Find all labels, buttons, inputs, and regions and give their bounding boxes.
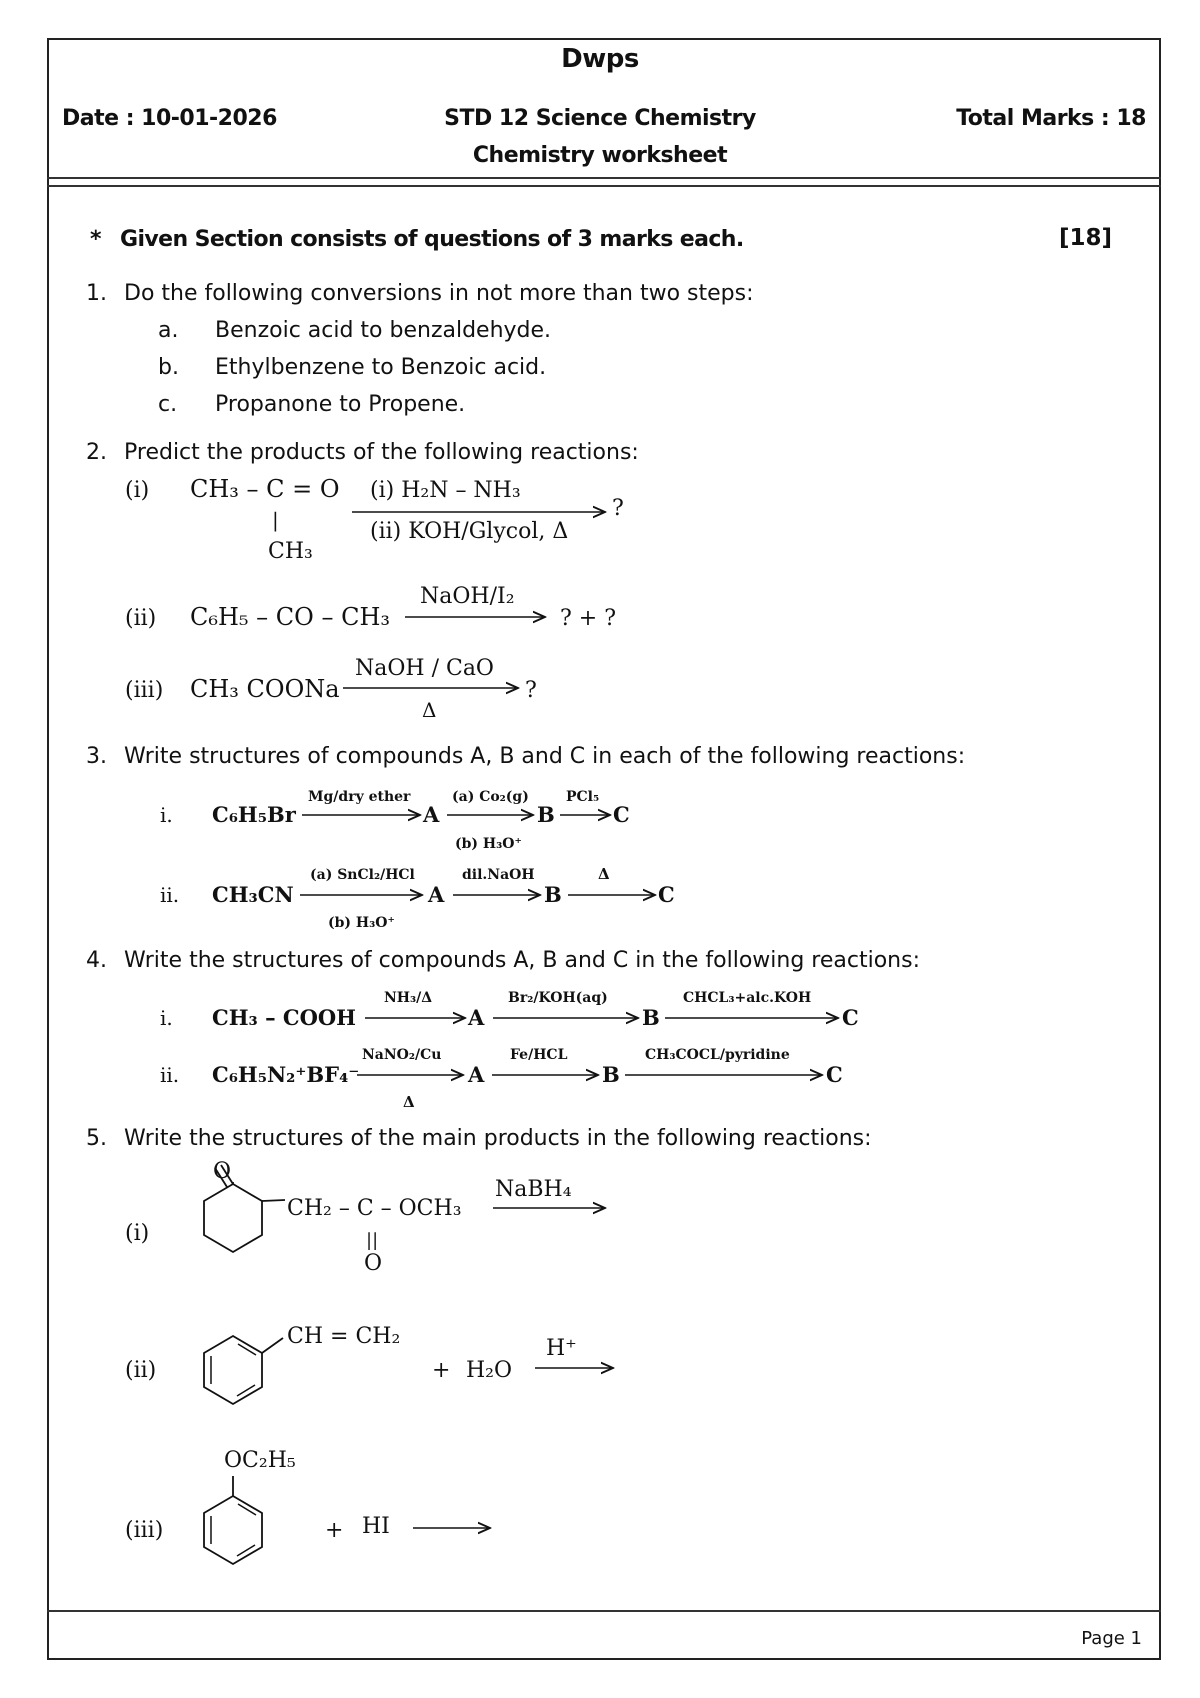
reaction-label: (ii) [125,606,157,631]
reagent-1-above: NaNO₂/Cu [362,1047,442,1063]
q2-reaction-2 [125,584,616,631]
double-bond: || [366,1230,379,1251]
chain-bond [262,1200,285,1201]
reagent-above: NaOH/I₂ [420,584,515,609]
reagent-2-above: (a) Co₂(g) [452,789,529,805]
reaction-label: (ii) [125,1358,157,1383]
intermediate-b: B [642,1005,660,1030]
part-label: a. [158,318,179,343]
reactant: C₆H₅Br [212,802,296,827]
section-title: Given Section consists of questions of 3 marks each. [120,227,744,252]
branch-bond: | [272,508,279,532]
reagent-1-below: (b) H₃O⁺ [328,915,395,931]
reagent-3: CH₃COCL/pyridine [645,1047,790,1063]
reagent-2: dil.NaOH [462,867,535,883]
benzene-ring [204,1496,262,1564]
q5-reaction-3 [125,1448,490,1564]
question-number: 5. [86,1126,107,1151]
part-label: c. [158,392,178,417]
reactant: CH₃CN [212,882,294,907]
reagent-below: Δ [422,698,437,722]
reaction-label: ii. [160,883,180,907]
reagent-2: Br₂/KOH(aq) [508,990,608,1006]
reagent-2-below: (b) H₃O⁺ [455,836,522,852]
cyclohexane-ring [204,1184,262,1252]
substituent: OC₂H₅ [224,1448,296,1473]
reaction-label: (iii) [125,1518,164,1543]
question-number: 3. [86,744,107,769]
reagent-1-below: Δ [403,1093,415,1111]
reagent-3: Δ [598,865,610,883]
reactant: C₆H₅N₂⁺BF₄⁻ [212,1062,360,1087]
reagent: NaBH₄ [495,1177,572,1202]
benzene-ring [204,1336,262,1404]
hydroiodic-acid: HI [362,1514,390,1539]
reactant: CH₃ – COOH [212,1005,357,1030]
reagent-above: H⁺ [546,1336,577,1361]
intermediate-a: A [428,882,445,907]
reactant: CH₃ – C = O [190,475,340,503]
intermediate-b: B [537,802,555,827]
plus-sign: + [432,1358,451,1383]
reagent-below: (ii) KOH/Glycol, Δ [370,519,569,544]
branch-group: CH₃ [268,539,313,564]
reaction-label: (i) [125,1221,150,1246]
total-marks: Total Marks : 18 [956,106,1146,131]
part-text: Ethylbenzene to Benzoic acid. [215,355,547,380]
product-c: C [826,1062,843,1087]
ester-oxygen: O [364,1251,383,1276]
reaction-label: (i) [125,478,150,503]
reagent-3: PCl₅ [566,789,600,805]
q3-reaction-2 [160,865,675,931]
q3-reaction-1 [160,789,630,852]
section-marks: [18] [1058,225,1112,251]
question-text: Write the structures of compounds A, B and C in the following reactions: [124,948,920,973]
reaction-label: i. [160,1006,173,1030]
part-text: Propanone to Propene. [215,392,466,417]
reaction-label: ii. [160,1063,180,1087]
part-text: Benzoic acid to benzaldehyde. [215,318,552,343]
product-c: C [613,802,630,827]
chain: CH₂ – C – OCH₃ [287,1196,462,1221]
intermediate-a: A [423,802,440,827]
reagent-above: NaOH / CaO [355,656,494,681]
question-number: 2. [86,440,107,465]
q2-reaction-3 [125,656,537,722]
reagent-1: NH₃/Δ [384,990,433,1006]
water: H₂O [466,1358,513,1383]
reaction-label: (iii) [125,678,164,703]
class-subject: STD 12 Science Chemistry [444,106,756,131]
product: ? + ? [560,606,617,631]
substituent: CH = CH₂ [287,1324,401,1349]
intermediate-b: B [602,1062,620,1087]
intermediate-a: A [468,1005,485,1030]
question-text: Write structures of compounds A, B and C in each of the following reactions: [124,744,966,769]
page-number: Page 1 [1081,1628,1142,1649]
q2-reaction-1 [125,475,624,564]
product-c: C [842,1005,859,1030]
reagent-3: CHCL₃+alc.KOH [683,990,812,1006]
q4-reaction-2 [160,1047,843,1111]
question-number: 1. [86,281,107,306]
reagent-1-above: (a) SnCl₂/HCl [310,867,415,883]
question-number: 4. [86,948,107,973]
reagent-2: Fe/HCL [510,1047,568,1063]
question-text: Do the following conversions in not more than two steps: [124,281,754,306]
part-label: b. [158,355,179,380]
bullet: * [90,227,101,252]
q4-reaction-1 [160,990,859,1030]
reactant: CH₃ COONa [190,675,340,703]
worksheet-title: Chemistry worksheet [472,143,728,168]
school-name: Dwps [561,44,639,74]
q5-reaction-1 [125,1159,605,1276]
product-c: C [658,882,675,907]
ring-oxygen: O [212,1159,232,1184]
question-text: Predict the products of the following reactions: [124,440,639,465]
product: ? [612,496,624,521]
plus-sign: + [325,1518,344,1543]
reactant: C₆H₅ – CO – CH₃ [190,603,391,631]
reagent-1: Mg/dry ether [308,789,411,805]
substituent-bond [262,1338,283,1353]
intermediate-b: B [544,882,562,907]
exam-date: Date : 10-01-2026 [62,106,277,131]
q5-reaction-2 [125,1324,613,1404]
question-text: Write the structures of the main products in the following reactions: [124,1126,872,1151]
reagent-above: (i) H₂N – NH₃ [370,478,521,503]
product: ? [525,678,537,703]
reaction-label: i. [160,803,173,827]
intermediate-a: A [468,1062,485,1087]
